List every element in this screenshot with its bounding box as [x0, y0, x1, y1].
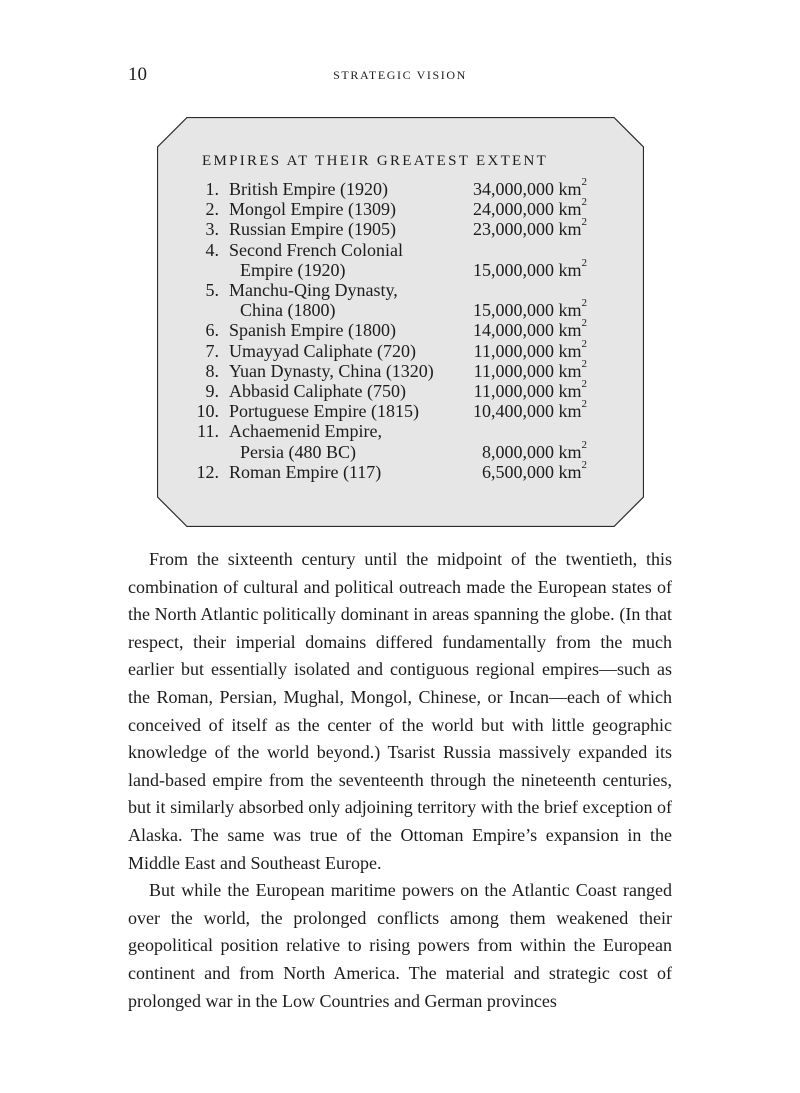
- sidebar-box: [157, 117, 644, 527]
- list-item: [187, 458, 607, 482]
- item-number: 8.: [205, 360, 219, 381]
- empire-area: 23,000,000 $km^2$: [472, 216, 587, 240]
- empire-area: 11,000,000 $km^2$: [473, 378, 587, 402]
- empire-area: 34,000,000 $km^2$: [472, 176, 587, 199]
- list-item: [187, 337, 607, 361]
- empire-name: Umayyad Caliphate (720): [229, 340, 416, 361]
- item-number: 6.: [205, 320, 219, 341]
- list-item: [187, 176, 607, 199]
- item-number: 5.: [205, 280, 219, 301]
- empire-name: Mongol Empire (1309): [229, 199, 396, 220]
- empire-name: Second French Colonial Empire (1920): [229, 239, 403, 280]
- list-item: [187, 216, 607, 240]
- empire-name: Russian Empire (1905): [229, 219, 396, 240]
- empire-name: Portuguese Empire (1815): [229, 401, 419, 422]
- item-number: 7.: [205, 340, 219, 361]
- page-number: 10: [128, 64, 147, 85]
- empire-name: British Empire (1920): [229, 179, 388, 199]
- paragraph: From the sixteenth century until the midpoint of the twentieth, this combination of cultural and political outreach made the European states of the North Atlantic politically dominant in areas spanning the globe. (In that respect, their imperial domains differed fundamentally from the much earlier but essentially isolated and contiguous regional empires—such as the Roman, Persian, Mughal, Mongol, Chinese, or Incan—each of which conceived of itself as the center of the world but with little geographic knowledge of the world beyond.) Tsarist Russia massively expanded its land-based empire from the seventeenth through the nineteenth centuries, but it similarly absorbed only adjoining territory with the brief exception of Alaska. The same was true of the Ottoman Empire’s expansion in the Middle East and Southeast Europe.: [128, 549, 672, 873]
- empire-area: 8,000,000 $km^2$: [481, 438, 587, 462]
- list-item: [187, 398, 607, 422]
- list-item: [187, 240, 607, 280]
- running-head: STRATEGIC VISION: [333, 68, 467, 82]
- empire-name: Spanish Empire (1800): [229, 320, 396, 341]
- item-number: 10.: [196, 401, 219, 422]
- paragraph: But while the European maritime powers on the Atlantic Coast ranged over the world, the prolonged conflicts among them weakened their geopolitical position relative to rising powers from within the European continent and from North America. The material and strategic cost of prolonged war in the Low Countries and German provinces: [128, 880, 672, 1011]
- empire-area: 10,400,000 $km^2$: [472, 398, 587, 422]
- item-number: 4.: [205, 239, 219, 260]
- list-item: [187, 378, 607, 402]
- empire-area: 15,000,000 $km^2$: [472, 297, 587, 321]
- item-number: 3.: [205, 219, 219, 240]
- sidebar-title: EMPIRES AT THEIR GREATEST EXTENT: [202, 153, 549, 169]
- empire-area: 15,000,000 $km^2$: [472, 256, 587, 280]
- list-item: [187, 421, 607, 461]
- item-number: 12.: [196, 461, 219, 482]
- body-text: [128, 546, 672, 1015]
- list-item: [187, 357, 607, 381]
- empire-area: 11,000,000 $km^2$: [473, 357, 587, 381]
- item-number: 11.: [197, 421, 219, 442]
- empire-name: Abbasid Caliphate (750): [229, 381, 406, 402]
- empire-area: 6,500,000 $km^2$: [481, 458, 587, 482]
- empire-list: [187, 176, 607, 482]
- item-number: 9.: [205, 381, 219, 402]
- list-item: [187, 280, 607, 320]
- item-number: 1.: [205, 179, 219, 199]
- list-item: [187, 196, 607, 220]
- empire-area: 24,000,000 $km^2$: [472, 196, 587, 220]
- item-number: 2.: [205, 199, 219, 220]
- empire-area: 14,000,000 $km^2$: [472, 317, 587, 341]
- list-item: [187, 317, 607, 341]
- empire-area: 11,000,000 $km^2$: [473, 337, 587, 361]
- empire-name: Roman Empire (117): [229, 461, 382, 482]
- empire-name: Achaemenid Empire, Persia (480 BC): [229, 421, 382, 462]
- empire-name: Manchu-Qing Dynasty, China (1800): [229, 280, 398, 321]
- empire-name: Yuan Dynasty, China (1320): [229, 360, 434, 381]
